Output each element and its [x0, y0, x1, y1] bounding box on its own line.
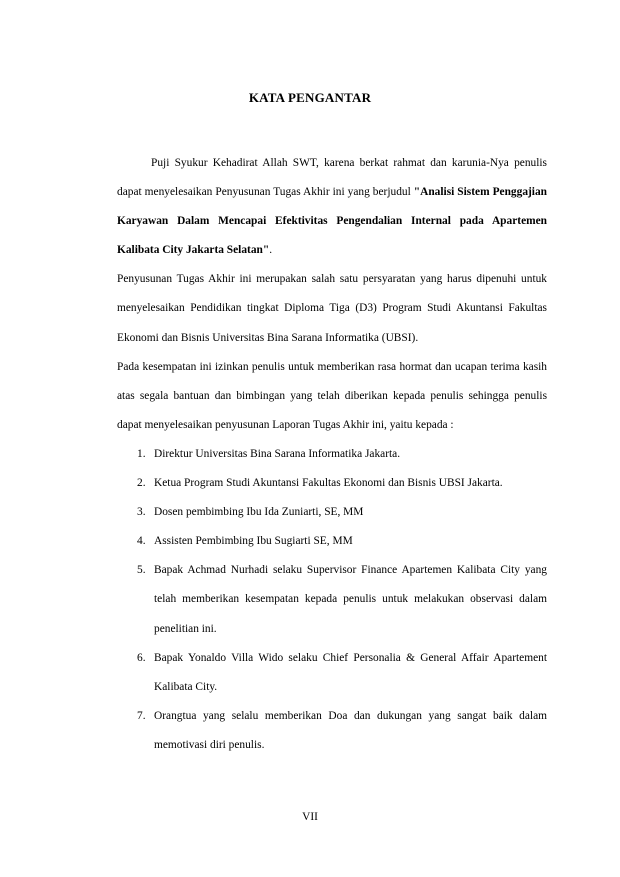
- list-item: [117, 469, 547, 498]
- paragraph-intro: [117, 149, 547, 265]
- list-item: [117, 644, 547, 702]
- paragraph-thanks: Pada kesempatan ini izinkan penulis untuk memberikan rasa hormat dan ucapan terima kasih atas segala bantuan dan bimbingan yang telah diberikan kepada penulis sehingga penulis dapat menyelesaikan penyusunan Laporan Tugas Akhir ini, yaitu kepada :: [117, 360, 547, 431]
- list-text: Bapak Achmad Nurhadi selaku Supervisor Finance Apartemen Kalibata City yang telah memberikan kesempatan kepada penulis untuk melakukan observasi dalam penelitian ini.: [154, 564, 547, 635]
- paragraph-intro-text: Puji Syukur Kehadirat Allah SWT, karena berkat rahmat dan karunia-Nya penulis dapat menyelesaikan Penyusunan Tugas Akhir ini yang berjudul: [117, 157, 547, 199]
- list-number: 7.: [137, 709, 146, 722]
- list-number: 5.: [137, 564, 146, 577]
- list-item: [117, 556, 547, 643]
- list-text: Bapak Yonaldo Villa Wido selaku Chief Personalia & General Affair Apartement Kalibata City.: [154, 651, 547, 693]
- acknowledgement-list: [117, 440, 547, 760]
- list-item: [117, 702, 547, 760]
- list-text: Assisten Pembimbing Ibu Sugiarti SE, MM: [154, 535, 353, 548]
- list-text: Direktur Universitas Bina Sarana Informatika Jakarta.: [154, 447, 401, 460]
- page-title: KATA PENGANTAR: [248, 90, 372, 105]
- paragraph-requirement: Penyusunan Tugas Akhir ini merupakan salah satu persyaratan yang harus dipenuhi untuk menyelesaikan Pendidikan tingkat Diploma Tiga (D3) Program Studi Akuntansi Fakultas Ekonomi dan Bisnis Universitas Bina Sarana Informatika (UBSI).: [117, 273, 547, 344]
- list-text: Dosen pembimbing Ibu Ida Zuniarti, SE, MM: [154, 506, 364, 519]
- page-number: VII: [302, 811, 318, 823]
- document-body: [117, 149, 547, 760]
- list-number: 2.: [137, 477, 146, 490]
- paragraph-intro-end: .: [269, 244, 273, 257]
- list-number: 4.: [137, 535, 146, 548]
- list-number: 1.: [137, 447, 146, 460]
- list-item: [117, 498, 547, 527]
- thesis-title: "Analisi Sistem Penggajian Karyawan Dalam Mencapai Efektivitas Pengendalian Internal pada Apartemen Kalibata City Jakarta Selatan": [117, 186, 547, 257]
- list-number: 3.: [137, 506, 146, 519]
- list-item: [117, 440, 547, 469]
- list-text: Ketua Program Studi Akuntansi Fakultas Ekonomi dan Bisnis UBSI Jakarta.: [154, 477, 503, 490]
- list-item: [117, 527, 547, 556]
- list-number: 6.: [137, 651, 146, 664]
- list-text: Orangtua yang selalu memberikan Doa dan dukungan yang sangat baik dalam memotivasi diri penulis.: [154, 709, 547, 751]
